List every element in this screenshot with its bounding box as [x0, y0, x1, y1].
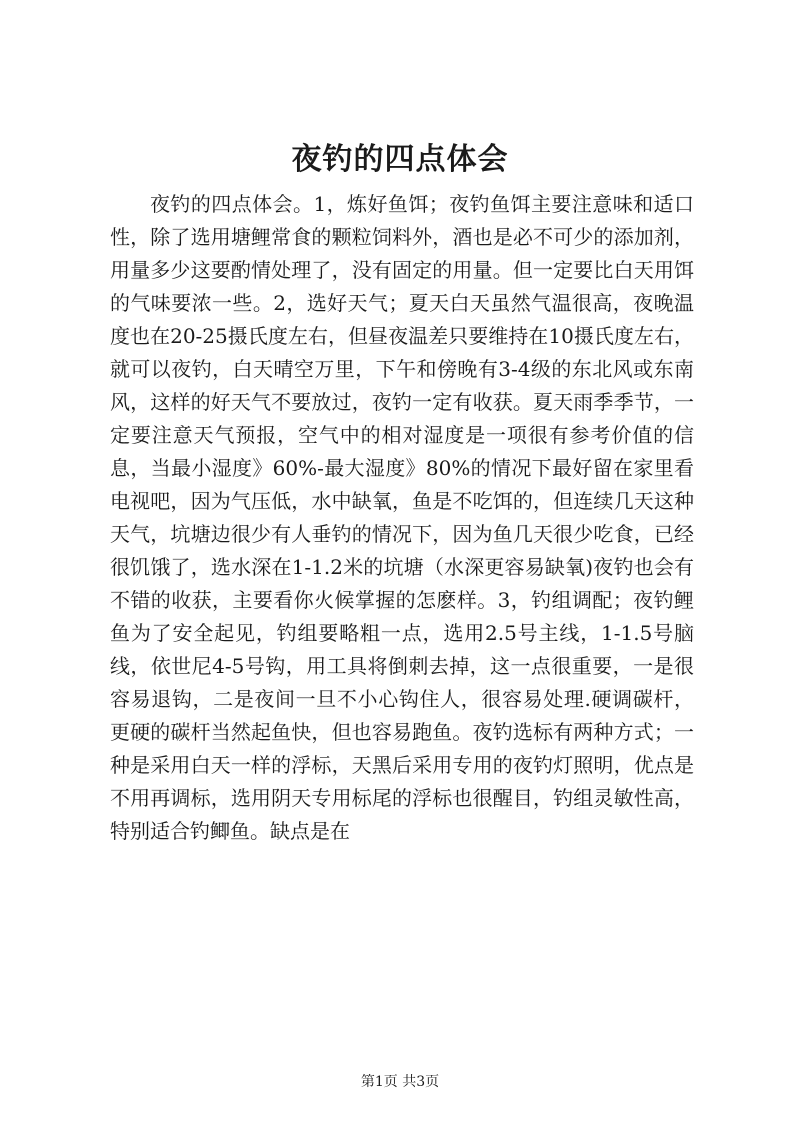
page-number-footer: 第1页 共3页	[360, 1074, 440, 1090]
document-title: 夜钓的四点体会	[291, 142, 509, 177]
document-body-paragraph: 夜钓的四点体会。1，炼好鱼饵；夜钓鱼饵主要注意味和适口性，除了选用塘鲤常食的颗粒饲料外，酒也是必不可少的添加剂，用量多少这要酌情处理了，没有固定的用量。但一定要比白天用饵的气味要浓一些。2，选好天气；夏天白天虽然气温很高，夜晚温度也在20-25摄氏度左右，但昼夜温差只要维持在10摄氏度左右，就可以夜钓，白天晴空万里，下午和傍晚有3-4级的东北风或东南风，这样的好天气不要放过，夜钓一定有收获。夏天雨季季节，一定要注意天气预报，空气中的相对湿度是一项很有参考价值的信息，当最小湿度》60%-最大湿度》80%的情况下最好留在家里看电视吧，因为气压低，水中缺氧，鱼是不吃饵的，但连续几天这种天气，坑塘边很少有人垂钓的情况下，因为鱼几天很少吃食，已经很饥饿了，选水深在1-1.2米的坑塘（水深更容易缺氧)夜钓也会有不错的收获，主要看你火候掌握的怎麽样。3，钓组调配；夜钓鲤鱼为了安全起见，钓组要略粗一点，选用2.5号主线，1-1.5号脑线，依世尼4-5号钩，用工具将倒刺去掉，这一点很重要，一是很容易退钩，二是夜间一旦不小心钩住人，很容易处理.硬调碳杆，更硬的碳杆当然起鱼快，但也容易跑鱼。夜钓选标有两种方式；一种是采用白天一样的浮标，天黑后采用专用的夜钓灯照明，优点是不用再调标，选用阴天专用标尾的浮标也很醒目，钓组灵敏性高，特别适合钓鲫鱼。缺点是在	[110, 192, 694, 843]
